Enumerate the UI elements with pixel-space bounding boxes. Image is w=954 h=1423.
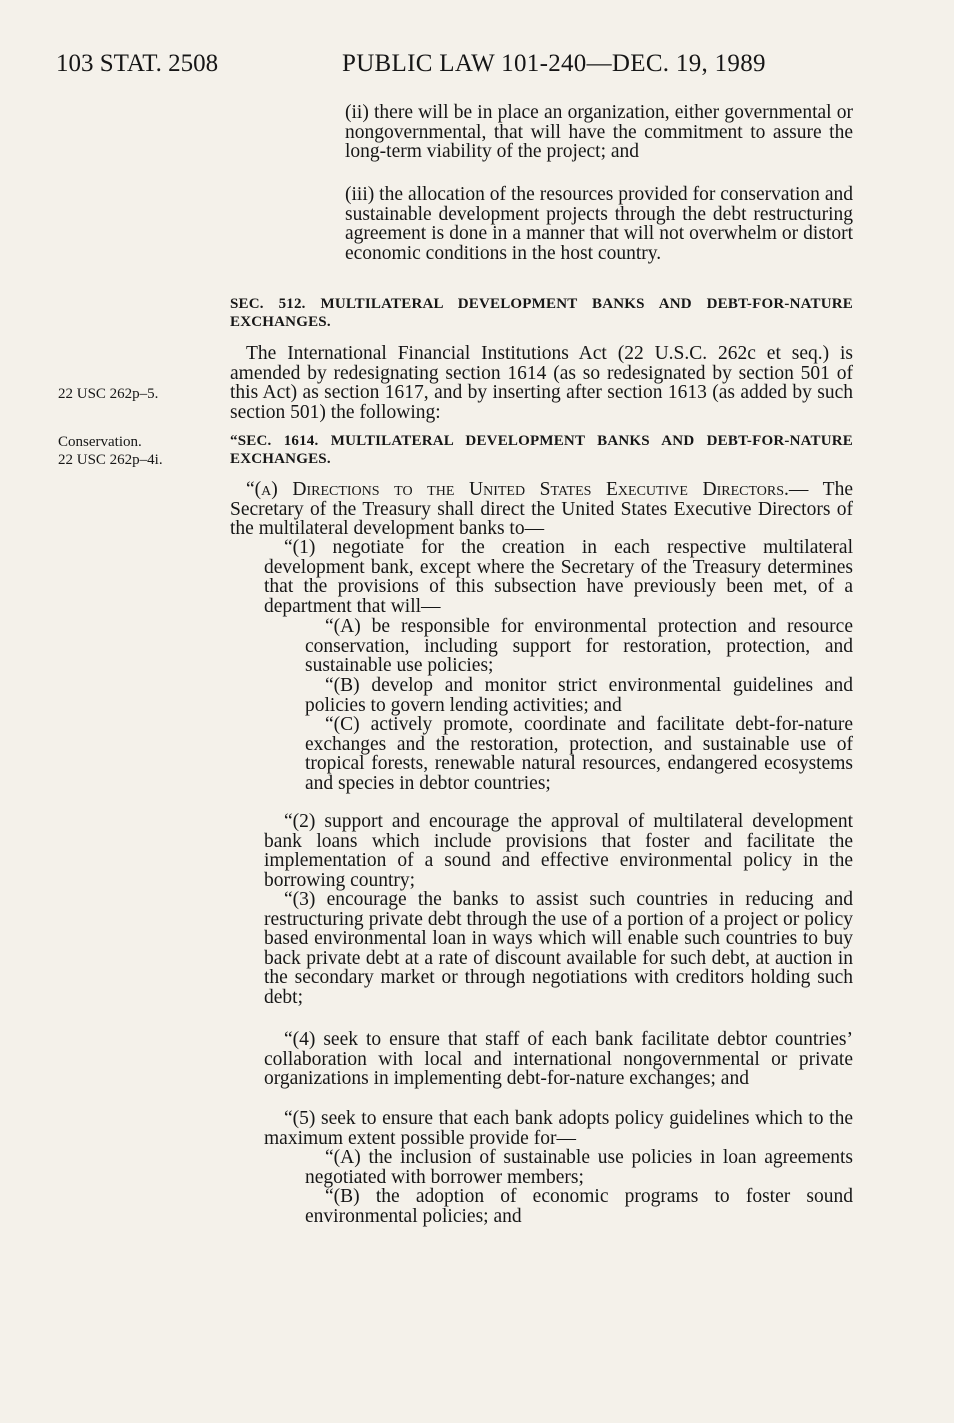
clause-ii: (ii) there will be in place an organization, either governmental or nongovernmental, that will have the commitment to assure the long-term viability of the project; and [345, 102, 853, 163]
paragraph-4: “(4) seek to ensure that staff of each bank facilitate debtor countries’ collaboration with local and international nongovernmental or private organizations in implementing debt-for-nature exchanges; and [264, 1029, 853, 1090]
paragraph-5: “(5) seek to ensure that each bank adopts policy guidelines which to the maximum extent possible provide for— [264, 1108, 853, 1149]
paragraph-1-C: “(C) actively promote, coordinate and facilitate debt-for-nature exchanges and the restoration, protection, and sustainable use of tropical forests, renewable natural resources, endangered ecosystems and species in debtor countries; [305, 714, 853, 794]
paragraph-2: “(2) support and encourage the approval of multilateral development bank loans which include provisions that foster and facilitate the implementation of a sound and effective environmental policy in the borrowing country; [264, 811, 853, 891]
page-header [56, 50, 894, 82]
sec-512-body: The International Financial Institutions Act (22 U.S.C. 262c et seq.) is amended by redesignating section 1614 (as so redesignated by section 501 of this Act) as section 1617, and by inserting after section 1613 (as added by such section 501) the following: [230, 343, 853, 423]
public-law-title: PUBLIC LAW 101-240—DEC. 19, 1989 [342, 50, 766, 77]
sec-512-heading-text: SEC. 512. MULTILATERAL DEVELOPMENT BANKS AND DEBT-FOR-NATURE EXCHANGES. [230, 296, 853, 330]
sec-1614-heading: “SEC. 1614. MULTILATERAL DEVELOPMENT BANKS AND DEBT-FOR-NATURE EXCHANGES. [230, 433, 853, 467]
sec-512-heading [230, 295, 853, 331]
margin-note-usc-262p-4i: 22 USC 262p–4i. [58, 452, 163, 468]
margin-note-usc-262p-5: 22 USC 262p–5. [58, 386, 159, 402]
paragraph-5-B: “(B) the adoption of economic programs to foster sound environmental policies; and [305, 1186, 853, 1227]
stat-page-number: 103 STAT. 2508 [56, 50, 219, 77]
paragraph-1-B: “(B) develop and monitor strict environmental guidelines and policies to govern lending activities; and [305, 675, 853, 716]
subsection-a [230, 480, 853, 539]
clause-iii: (iii) the allocation of the resources provided for conservation and sustainable development projects through the debt restructuring agreement is done in a manner that will not overwhelm or distort economic conditions in the host country. [345, 184, 853, 264]
paragraph-1-A: “(A) be responsible for environmental protection and resource conservation, including support for restoration, protection, and sustainable use policies; [305, 616, 853, 677]
subsection-a-body: The Secretary of the Treasury shall direct the United States Executive Directors of the multilateral development banks to— [230, 479, 853, 540]
paragraph-5-A: “(A) the inclusion of sustainable use policies in loan agreements negotiated with borrower members; [305, 1147, 853, 1188]
subsection-a-heading: “(a) Directions to the United States Executive Directors.— [246, 479, 809, 500]
paragraph-1: “(1) negotiate for the creation in each respective multilateral development bank, except where the Secretary of the Treasury determines that the provisions of this subsection have previously been met, of a department that will— [264, 537, 853, 617]
margin-note-conservation: Conservation. [58, 434, 142, 450]
paragraph-3: “(3) encourage the banks to assist such countries in reducing and restructuring private debt through the use of a portion of a project or policy based environmental loan in ways which will enable such countries to buy back private debt at a rate of discount available for such debt, at auction in the secondary market or through negotiations with creditors holding such debt; [264, 889, 853, 1008]
